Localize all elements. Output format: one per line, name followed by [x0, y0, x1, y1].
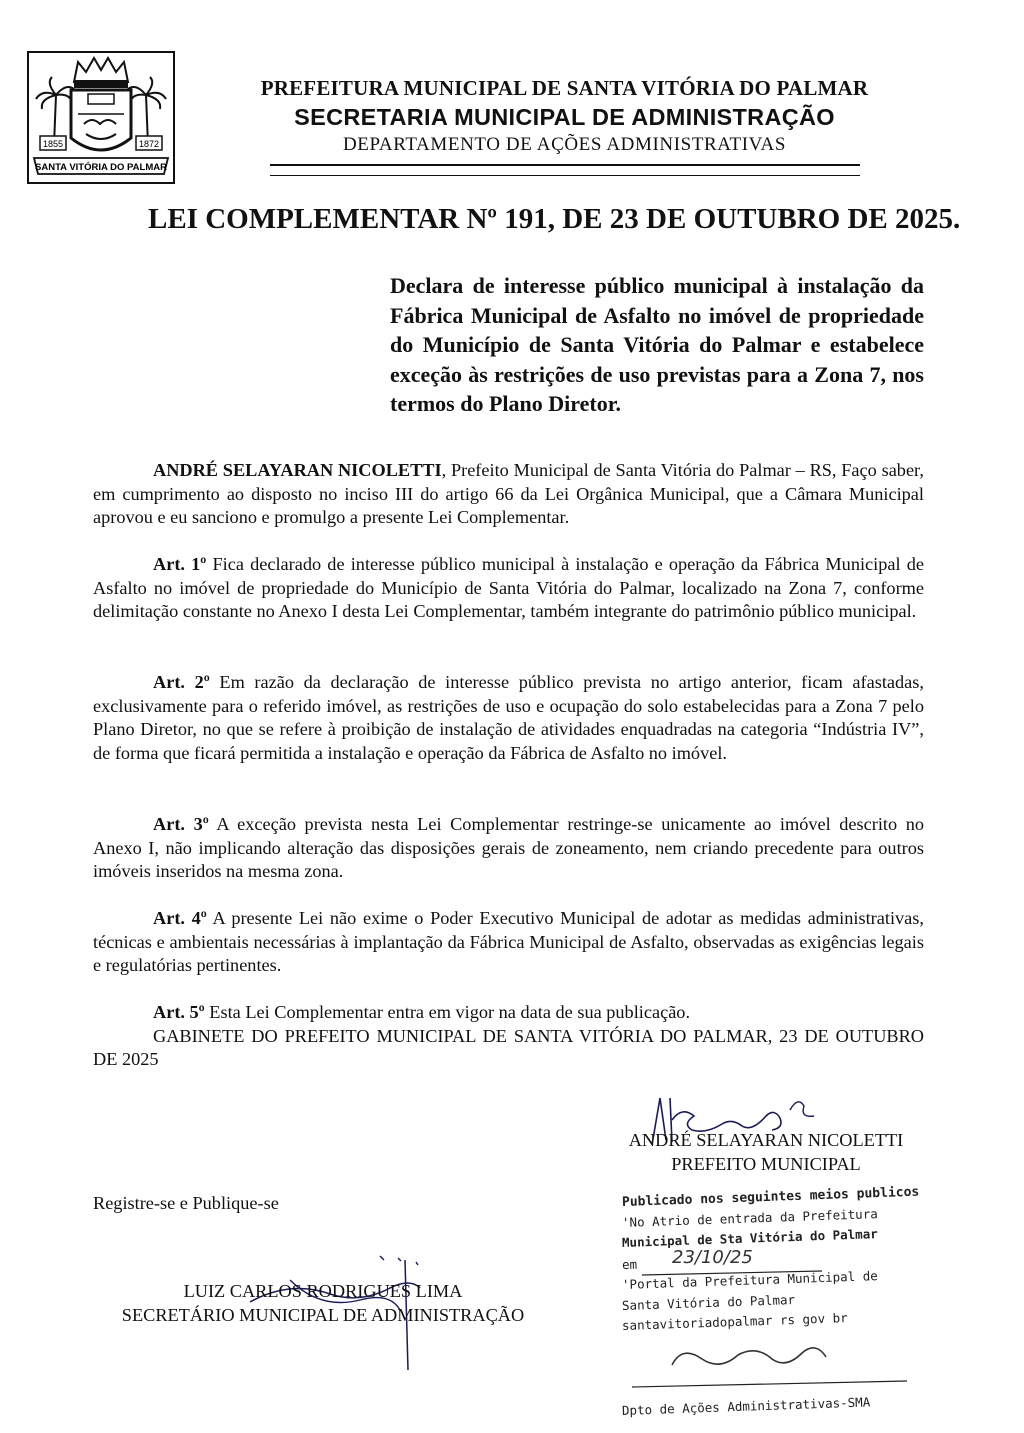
stamp-line-5: 'Portal da Prefeitura Municipal de — [621, 1268, 878, 1292]
header-divider-secondary — [270, 175, 860, 176]
article-text: Esta Lei Complementar entra em vigor na data de sua publicação. — [204, 1002, 691, 1022]
preamble-text: , Prefeito Municipal de Santa Vitória do Palmar – RS, Faço saber, em cumprimento ao disposto no inciso III do artigo 66 da Lei Orgânica Municipal, que a Câmara Municipal aprovou e eu sanciono e promulgo a presente Lei Complementar. — [93, 460, 924, 528]
preamble — [93, 459, 924, 530]
mayor-signature-role: PREFEITO MUNICIPAL — [671, 1154, 861, 1174]
article-label: Art. 5º — [153, 1002, 205, 1022]
article-label: Art. 2º — [153, 672, 210, 692]
law-summary: Declara de interesse público municipal à instalação da Fábrica Municipal de Asfalto no imóvel de propriedade do Município de Santa Vitória do Palmar e estabelece exceção às restrições de uso previstas para a Zona 7, nos termos do Plano Diretor. — [390, 273, 924, 417]
article-text: A presente Lei não exime o Poder Executivo Municipal de adotar as medidas administrativas, técnicas e ambientais necessárias à implantação da Fábrica Municipal de Asfalto, observadas as exigências legais e regulatórias pertinentes. — [93, 908, 924, 976]
header-departamento: DEPARTAMENTO DE AÇÕES ADMINISTRATIVAS — [342, 134, 787, 155]
article-text: Fica declarado de interesse público municipal à instalação e operação da Fábrica Municipal de Asfalto no imóvel de propriedade do Município de Santa Vitória do Palmar, localizado na Zona 7, conforme delimitação constante no Anexo I desta Lei Complementar, também integrante do patrimônio público municipal. — [93, 554, 924, 622]
mayor-name-inline: ANDRÉ SELAYARAN NICOLETTI — [153, 460, 442, 480]
stamp-line-8: Dpto de Ações Administrativas-SMA — [621, 1394, 871, 1418]
stamp-line-2: 'No Atrio de entrada da Prefeitura — [621, 1206, 878, 1230]
closing-line: GABINETE DO PREFEITO MUNICIPAL DE SANTA VITÓRIA DO PALMAR, 23 DE OUTUBRO DE 2025 — [93, 1025, 924, 1070]
secretary-signature-name: LUIZ CARLOS RODRIGUES LIMA — [183, 1281, 463, 1301]
article-label: Art. 1º — [153, 554, 207, 574]
stamp-line-1: Publicado nos seguintes meios publicos — [621, 1184, 920, 1210]
article-3 — [93, 813, 924, 884]
article-4 — [93, 907, 924, 978]
article-label: Art. 4º — [153, 908, 207, 928]
publication-stamp — [621, 1184, 922, 1420]
crest-year-right: 1872 — [138, 139, 160, 149]
stamp-handwritten-date: 23/10/25 — [672, 1247, 753, 1268]
coat-of-arms-icon — [26, 50, 176, 185]
article-text: A exceção prevista nesta Lei Complementar restringe-se unicamente ao imóvel descrito no Anexo I, não implicando alteração das disposições gerais de zoneamento, nem criando precedente para outros imóveis inseridos na mesma zona. — [93, 814, 924, 882]
law-title: LEI COMPLEMENTAR Nº 191, DE 23 DE OUTUBRO DE 2025. — [148, 203, 961, 235]
mayor-signature-name: ANDRÉ SELAYARAN NICOLETTI — [628, 1130, 904, 1150]
header-secretaria: SECRETARIA MUNICIPAL DE ADMINISTRAÇÃO — [294, 104, 835, 130]
register-publish-line: Registre-se e Publique-se — [93, 1193, 279, 1213]
article-1 — [93, 553, 924, 624]
article-5-and-closing — [93, 1001, 924, 1072]
stamp-line-7: santavitoriadopalmar rs gov br — [621, 1310, 848, 1333]
stamp-line-4: em — [621, 1256, 638, 1272]
header-prefeitura: PREFEITURA MUNICIPAL DE SANTA VITÓRIA DO PALMAR — [260, 76, 869, 100]
article-label: Art. 3º — [153, 814, 209, 834]
crest-banner-text: SANTA VITÓRIA DO PALMAR — [35, 162, 167, 173]
crest-year-left: 1855 — [42, 139, 64, 149]
header-divider — [270, 164, 860, 166]
stamp-line-3: Municipal de Sta Vitória do Palmar — [621, 1226, 878, 1250]
article-text: Em razão da declaração de interesse público prevista no artigo anterior, ficam afastadas, exclusivamente para o referido imóvel, as restrições de uso e ocupação do solo estabelecidas para a Zona 7 pelo Plano Diretor, no que se refere à proibição de instalação de atividades enquadradas na categoria “Indústria IV”, de forma que ficará permitida a instalação e operação da Fábrica de Asfalto no imóvel. — [93, 672, 924, 763]
secretary-signature-role: SECRETÁRIO MUNICIPAL DE ADMINISTRAÇÃO — [121, 1305, 525, 1325]
article-2 — [93, 671, 924, 765]
stamp-line-6: Santa Vitória do Palmar — [621, 1291, 796, 1313]
